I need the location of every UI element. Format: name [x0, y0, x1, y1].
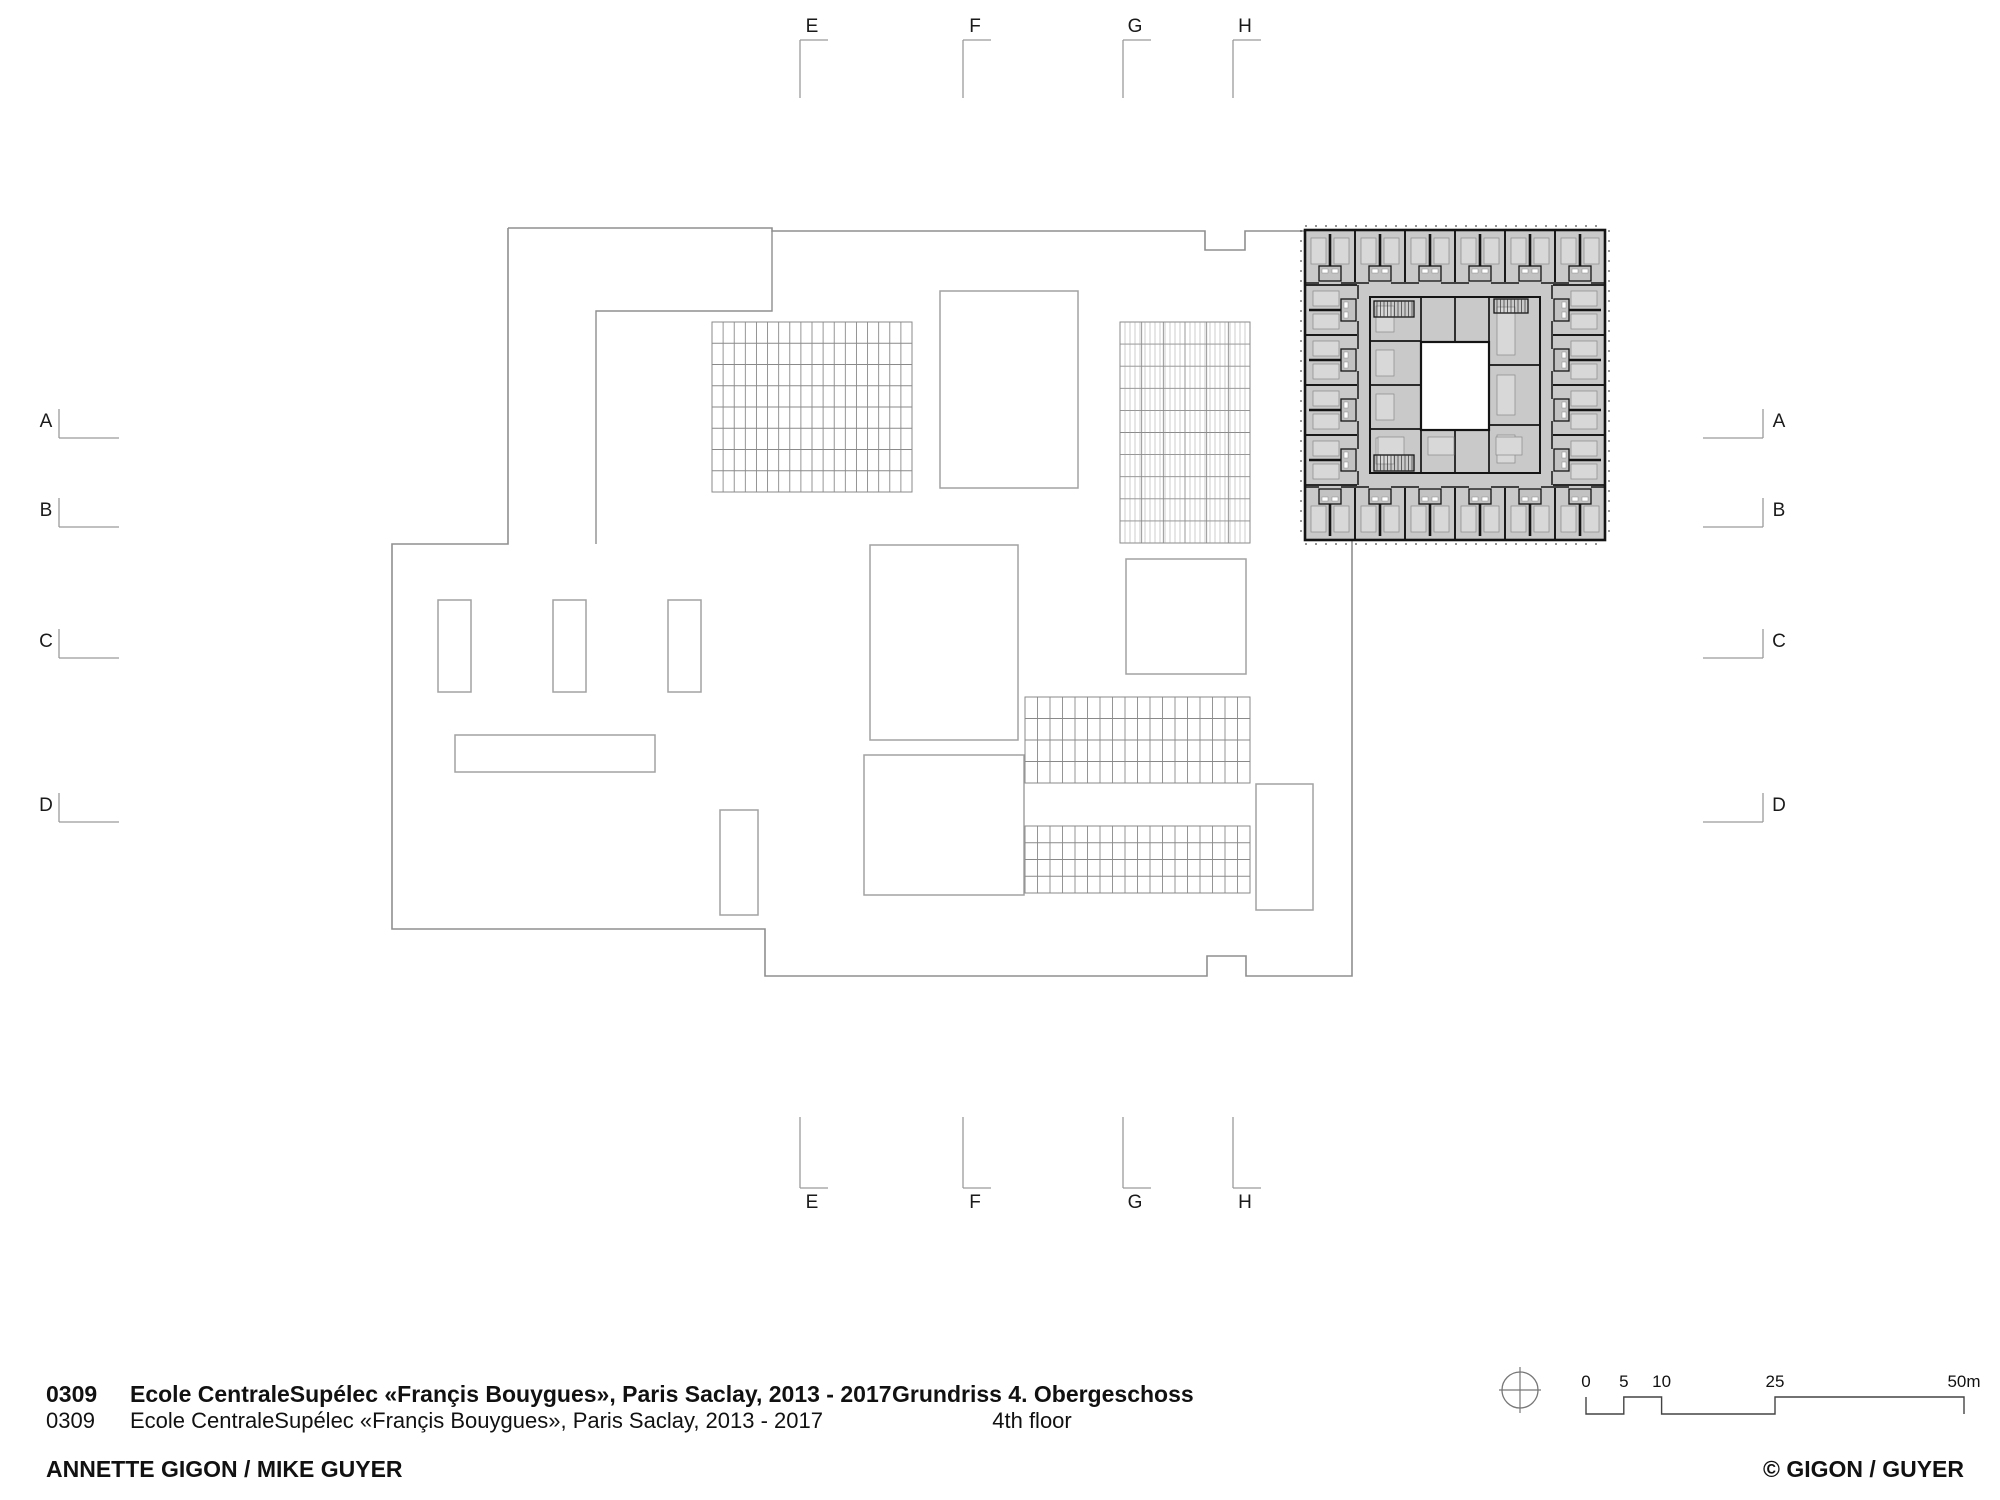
- roof-rectangle: [455, 735, 655, 772]
- fixture: [1532, 497, 1538, 501]
- bathroom-pod: [1469, 266, 1491, 281]
- bed: [1571, 291, 1597, 306]
- grid-axis-bottom-G: G: [1127, 1192, 1143, 1213]
- bed: [1571, 414, 1597, 429]
- bed: [1313, 464, 1339, 479]
- fixture: [1322, 497, 1328, 501]
- roof-rectangle: [870, 545, 1018, 740]
- scale-tick-label-25: 25: [1765, 1372, 1785, 1391]
- bed: [1571, 391, 1597, 406]
- bed: [1313, 314, 1339, 329]
- bed: [1461, 238, 1476, 264]
- skylight-grid: [1025, 826, 1250, 893]
- fixture: [1382, 269, 1388, 273]
- roof-rectangle: [864, 755, 1024, 895]
- fixture: [1432, 497, 1438, 501]
- bed: [1378, 437, 1404, 455]
- project-number-en: 0309: [46, 1408, 95, 1433]
- bed: [1497, 375, 1515, 415]
- grid-axis-right-D: D: [1772, 795, 1786, 816]
- bed: [1313, 391, 1339, 406]
- bathroom-pod: [1369, 266, 1391, 281]
- scale-tick-label-10: 10: [1652, 1372, 1672, 1391]
- grid-axis-left-A: A: [39, 411, 53, 432]
- bathroom-pod: [1341, 299, 1356, 321]
- fixture: [1562, 362, 1566, 368]
- scale-bar: [1586, 1397, 1964, 1414]
- bathroom-pod: [1569, 489, 1591, 504]
- fixture: [1472, 269, 1478, 273]
- grid-axis-right-C: C: [1772, 631, 1786, 652]
- copyright-notice: © GIGON / GUYER: [1763, 1456, 1964, 1482]
- fixture: [1372, 497, 1378, 501]
- grid-axis-left-D: D: [39, 795, 53, 816]
- skylight-grid: [1120, 322, 1250, 543]
- fixture: [1482, 497, 1488, 501]
- bed: [1361, 238, 1376, 264]
- bed: [1484, 506, 1499, 532]
- bed: [1571, 464, 1597, 479]
- axis-marker-lines: [59, 40, 1763, 1188]
- bathroom-pod: [1419, 266, 1441, 281]
- fixture: [1344, 362, 1348, 368]
- drawing-title-de: Grundriss 4. Obergeschoss: [892, 1381, 1194, 1407]
- bathroom-pod: [1569, 266, 1591, 281]
- bathroom-pod: [1469, 489, 1491, 504]
- skylight-grid: [712, 322, 912, 492]
- roof-rectangle: [720, 810, 758, 915]
- fixture: [1562, 462, 1566, 468]
- courtyard: [1421, 342, 1489, 430]
- fixture: [1522, 269, 1528, 273]
- bed: [1376, 350, 1394, 376]
- fixture: [1572, 497, 1578, 501]
- bed: [1561, 238, 1576, 264]
- bed: [1428, 437, 1454, 455]
- bathroom-pod: [1554, 299, 1569, 321]
- bed: [1313, 341, 1339, 356]
- scale-tick-label-0: 0: [1581, 1372, 1591, 1391]
- skylight-grid: [1025, 697, 1250, 783]
- bed: [1511, 506, 1526, 532]
- bed: [1313, 441, 1339, 456]
- fixture: [1344, 312, 1348, 318]
- fixture: [1562, 452, 1566, 458]
- bed: [1497, 307, 1515, 355]
- fixture: [1562, 302, 1566, 308]
- fixture: [1472, 497, 1478, 501]
- bed: [1384, 238, 1399, 264]
- fixture: [1322, 269, 1328, 273]
- bathroom-pod: [1319, 266, 1341, 281]
- fixture: [1344, 352, 1348, 358]
- bed: [1361, 506, 1376, 532]
- bathroom-pod: [1341, 449, 1356, 471]
- bed: [1434, 238, 1449, 264]
- fixture: [1582, 497, 1588, 501]
- bed: [1376, 394, 1394, 420]
- bed: [1334, 506, 1349, 532]
- fixture: [1344, 452, 1348, 458]
- bed: [1561, 506, 1576, 532]
- fixture: [1422, 269, 1428, 273]
- fixture: [1572, 269, 1578, 273]
- bed: [1511, 238, 1526, 264]
- bed: [1534, 238, 1549, 264]
- north-compass-icon: [1499, 1367, 1541, 1413]
- fixture: [1562, 352, 1566, 358]
- project-title-en: Ecole CentraleSupélec «Françis Bouygues», Paris Saclay, 2013 - 2017: [130, 1408, 823, 1433]
- bed: [1434, 506, 1449, 532]
- bed: [1571, 441, 1597, 456]
- bed: [1571, 341, 1597, 356]
- roof-rectangle: [553, 600, 586, 692]
- architects-name: ANNETTE GIGON / MIKE GUYER: [46, 1456, 403, 1482]
- scale-tick-label-50: 50m: [1947, 1372, 1981, 1391]
- bed: [1311, 238, 1326, 264]
- fixture: [1344, 412, 1348, 418]
- grid-axis-bottom-E: E: [805, 1192, 819, 1213]
- tower-block: [1301, 226, 1609, 544]
- inner-ring: [1370, 297, 1540, 473]
- project-number: 0309: [46, 1381, 98, 1407]
- fixture: [1562, 412, 1566, 418]
- grid-axis-left-C: C: [39, 631, 53, 652]
- roof-rectangle: [668, 600, 701, 692]
- roof-rectangle: [1126, 559, 1246, 674]
- fixture: [1332, 497, 1338, 501]
- bed: [1584, 238, 1599, 264]
- fixture: [1372, 269, 1378, 273]
- bed: [1534, 506, 1549, 532]
- fixture: [1332, 269, 1338, 273]
- bed: [1313, 364, 1339, 379]
- grid-axis-right-B: B: [1772, 500, 1786, 521]
- bed: [1496, 437, 1522, 455]
- roof-rectangle: [1256, 784, 1313, 910]
- fixture: [1482, 269, 1488, 273]
- skylight-grids: [712, 322, 1250, 893]
- grid-axis-bottom-H: H: [1238, 1192, 1252, 1213]
- fixture: [1422, 497, 1428, 501]
- bathroom-pod: [1341, 349, 1356, 371]
- grid-axis-right-A: A: [1772, 411, 1786, 432]
- roof-rectangles: [438, 291, 1313, 915]
- bed: [1584, 506, 1599, 532]
- fixture: [1382, 497, 1388, 501]
- fixture: [1344, 402, 1348, 408]
- bathroom-pod: [1554, 399, 1569, 421]
- fixture: [1344, 302, 1348, 308]
- bathroom-pod: [1519, 266, 1541, 281]
- fixture: [1344, 462, 1348, 468]
- bed: [1384, 506, 1399, 532]
- bed: [1571, 364, 1597, 379]
- roof-rectangle: [940, 291, 1078, 488]
- project-title-de: Ecole CentraleSupélec «Françis Bouygues», Paris Saclay, 2013 - 2017: [130, 1381, 892, 1407]
- bed: [1313, 414, 1339, 429]
- scale-tick-label-5: 5: [1619, 1372, 1629, 1391]
- drawing-title-en: 4th floor: [992, 1408, 1072, 1433]
- bed: [1461, 506, 1476, 532]
- bed: [1311, 506, 1326, 532]
- bed: [1411, 238, 1426, 264]
- bed: [1334, 238, 1349, 264]
- bathroom-pod: [1554, 349, 1569, 371]
- fixture: [1532, 269, 1538, 273]
- grid-axis-top-E: E: [805, 16, 819, 37]
- fixture: [1562, 402, 1566, 408]
- bathroom-pod: [1319, 489, 1341, 504]
- bed: [1313, 291, 1339, 306]
- bed: [1411, 506, 1426, 532]
- bathroom-pod: [1419, 489, 1441, 504]
- bathroom-pod: [1369, 489, 1391, 504]
- fixture: [1562, 312, 1566, 318]
- grid-axis-bottom-F: F: [969, 1192, 981, 1213]
- grid-axis-top-H: H: [1238, 16, 1252, 37]
- bed: [1571, 314, 1597, 329]
- grid-axis-top-G: G: [1127, 16, 1143, 37]
- building-outline: [392, 228, 1352, 976]
- grid-axis-top-F: F: [969, 16, 981, 37]
- roof-rectangle: [438, 600, 471, 692]
- fixture: [1432, 269, 1438, 273]
- bathroom-pod: [1519, 489, 1541, 504]
- bathroom-pod: [1554, 449, 1569, 471]
- bathroom-pod: [1341, 399, 1356, 421]
- fixture: [1582, 269, 1588, 273]
- grid-axis-left-B: B: [39, 500, 53, 521]
- fixture: [1522, 497, 1528, 501]
- bed: [1484, 238, 1499, 264]
